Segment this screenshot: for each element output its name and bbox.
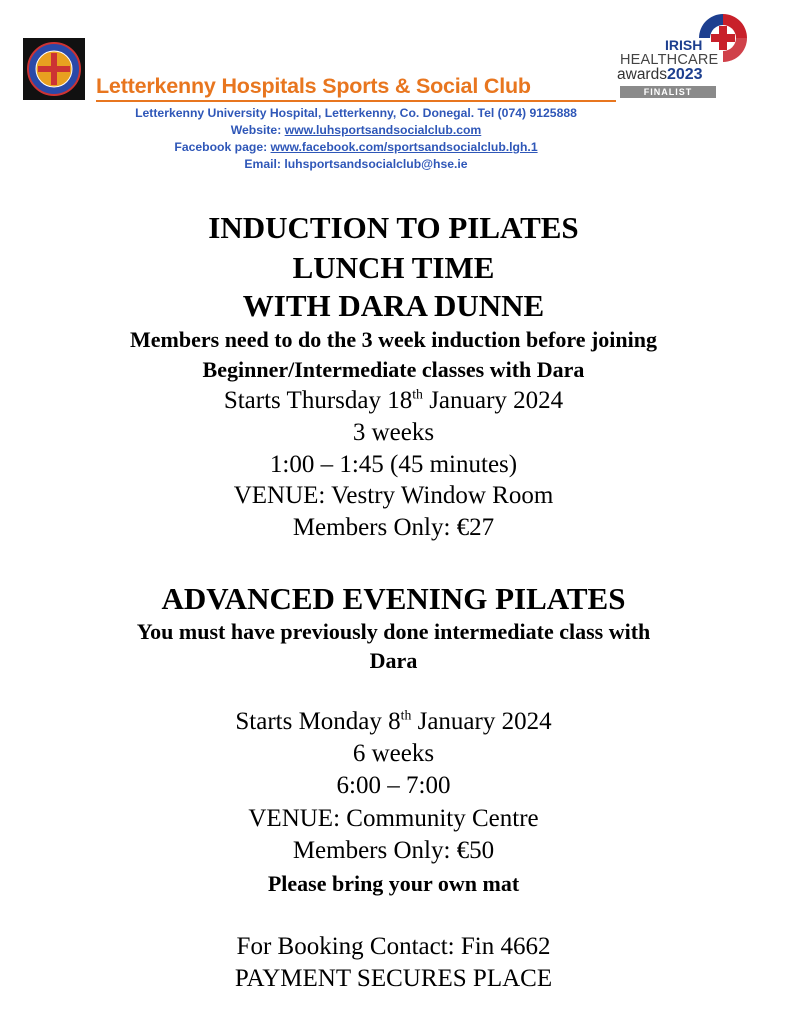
advanced-price: Members Only: €50 (292, 837, 495, 864)
induction-duration: 3 weeks (352, 419, 435, 446)
club-logo (23, 38, 85, 100)
facebook-label: Facebook page: (174, 140, 271, 154)
club-name: Letterkenny Hospitals Sports & Social Club (96, 74, 531, 98)
advanced-note-1: You must have previously done intermediate class with (136, 619, 651, 644)
induction-note-2: Beginner/Intermediate classes with Dara (202, 357, 585, 382)
header-divider (96, 100, 616, 102)
induction-title-1: INDUCTION TO PILATES (208, 210, 579, 245)
induction-note-1: Members need to do the 3 week induction before joining (130, 327, 657, 352)
advanced-start-sup: th (400, 707, 412, 723)
website-line (96, 123, 616, 137)
induction-title-3: WITH DARA DUNNE (242, 288, 545, 323)
website-label: Website: (230, 123, 285, 137)
award-awards (617, 66, 703, 84)
booking-contact: For Booking Contact: Fin 4662 (236, 933, 551, 960)
advanced-duration: 6 weeks (352, 740, 435, 767)
advanced-start-prefix: Starts Monday 8 (235, 708, 401, 735)
advanced-venue: VENUE: Community Centre (248, 805, 539, 832)
induction-start-prefix: Starts Thursday 18 (223, 387, 413, 414)
bring-mat-note: Please bring your own mat (267, 871, 520, 896)
advanced-title: ADVANCED EVENING PILATES (161, 581, 626, 616)
induction-venue: VENUE: Vestry Window Room (233, 482, 554, 509)
award-awards-text: awards (617, 66, 667, 83)
induction-start-suffix: January 2024 (422, 387, 564, 414)
induction-start-sup: th (412, 386, 423, 402)
advanced-note-2: Dara (369, 648, 418, 673)
award-healthcare: HEALTHCARE (620, 52, 719, 68)
induction-title-2: LUNCH TIME (292, 250, 495, 285)
advanced-time: 6:00 – 7:00 (336, 772, 451, 799)
advanced-start-suffix: January 2024 (411, 708, 552, 735)
induction-price: Members Only: €27 (292, 514, 495, 541)
award-irish: IRISH (665, 37, 703, 53)
award-badge (617, 10, 752, 100)
award-finalist: FINALIST (620, 86, 716, 98)
payment-note: PAYMENT SECURES PLACE (234, 965, 553, 992)
induction-time: 1:00 – 1:45 (45 minutes) (269, 451, 518, 478)
email-line: Email: luhsportsandsocialclub@hse.ie (244, 157, 468, 171)
facebook-line (96, 140, 616, 154)
advanced-start-date (0, 708, 787, 736)
club-crest-icon (26, 41, 82, 97)
award-year: 2023 (666, 66, 703, 83)
facebook-link[interactable]: www.facebook.com/sportsandsocialclub.lgh.1 (270, 140, 538, 154)
website-link[interactable]: www.luhsportsandsocialclub.com (284, 123, 482, 137)
induction-start-date (0, 387, 787, 415)
club-address: Letterkenny University Hospital, Letterkenny, Co. Donegal. Tel (074) 9125888 (135, 106, 577, 120)
